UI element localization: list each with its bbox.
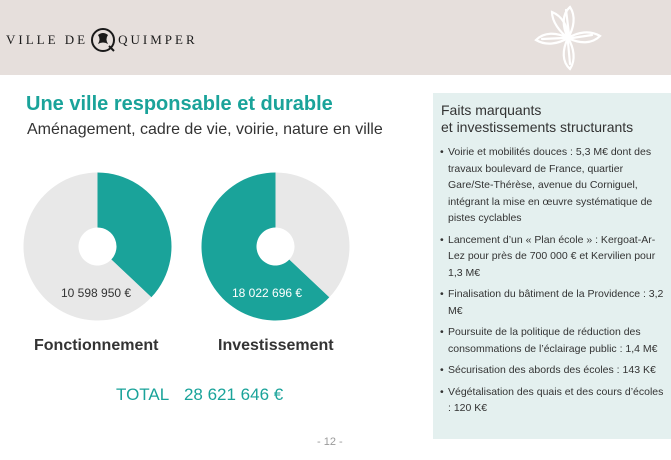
list-item: • Poursuite de la politique de réduction des consommations de l’éclairage public : 1,4 M€ bbox=[440, 324, 668, 357]
header-band bbox=[0, 0, 671, 75]
pie-caption-investissement: Investissement bbox=[218, 337, 334, 354]
total-label: TOTAL bbox=[116, 385, 170, 404]
total-line bbox=[116, 385, 283, 405]
list-item: • Végétalisation des quais et des cours d’écoles : 120 K€ bbox=[440, 384, 668, 417]
logo-text-left: VILLE DE bbox=[6, 32, 89, 47]
highlights-panel bbox=[433, 93, 671, 439]
panel-title bbox=[441, 102, 633, 136]
pie-caption-fonctionnement: Fonctionnement bbox=[34, 337, 159, 354]
city-logo[interactable] bbox=[6, 26, 198, 54]
list-item: • Lancement d’un « Plan école » : Kergoat-Ar-Lez pour près de 700 000 € et Kervilien pour 1,3 M€ bbox=[440, 232, 668, 282]
logo-text-right: QUIMPER bbox=[118, 32, 198, 47]
page-subtitle: Aménagement, cadre de vie, voirie, nature en ville bbox=[27, 121, 383, 138]
page-number: - 12 - bbox=[317, 436, 343, 448]
flower-decoration-icon bbox=[532, 4, 604, 72]
total-value: 28 621 646 € bbox=[183, 385, 284, 404]
pie-data-label-investissement: 18 022 696 € bbox=[232, 286, 303, 300]
quimper-emblem-icon bbox=[89, 26, 117, 54]
list-item: • Voirie et mobilités douces : 5,3 M€ dont des travaux boulevard de France, quartier Gare/Ste-Thérèse, avenue du Corniguel, intégrant la mise en œuvre systématique de pistes cyclables bbox=[440, 144, 668, 227]
pie-data-label-fonctionnement: 10 598 950 € bbox=[61, 286, 132, 300]
highlights-list bbox=[440, 144, 668, 422]
page-title: Une ville responsable et durable bbox=[26, 93, 333, 115]
list-item: • Sécurisation des abords des écoles : 143 K€ bbox=[440, 362, 668, 379]
list-item: • Finalisation du bâtiment de la Providence : 3,2 M€ bbox=[440, 286, 668, 319]
panel-title-line-1: Faits marquants bbox=[441, 102, 542, 118]
panel-title-line-2: et investissements structurants bbox=[441, 119, 634, 135]
